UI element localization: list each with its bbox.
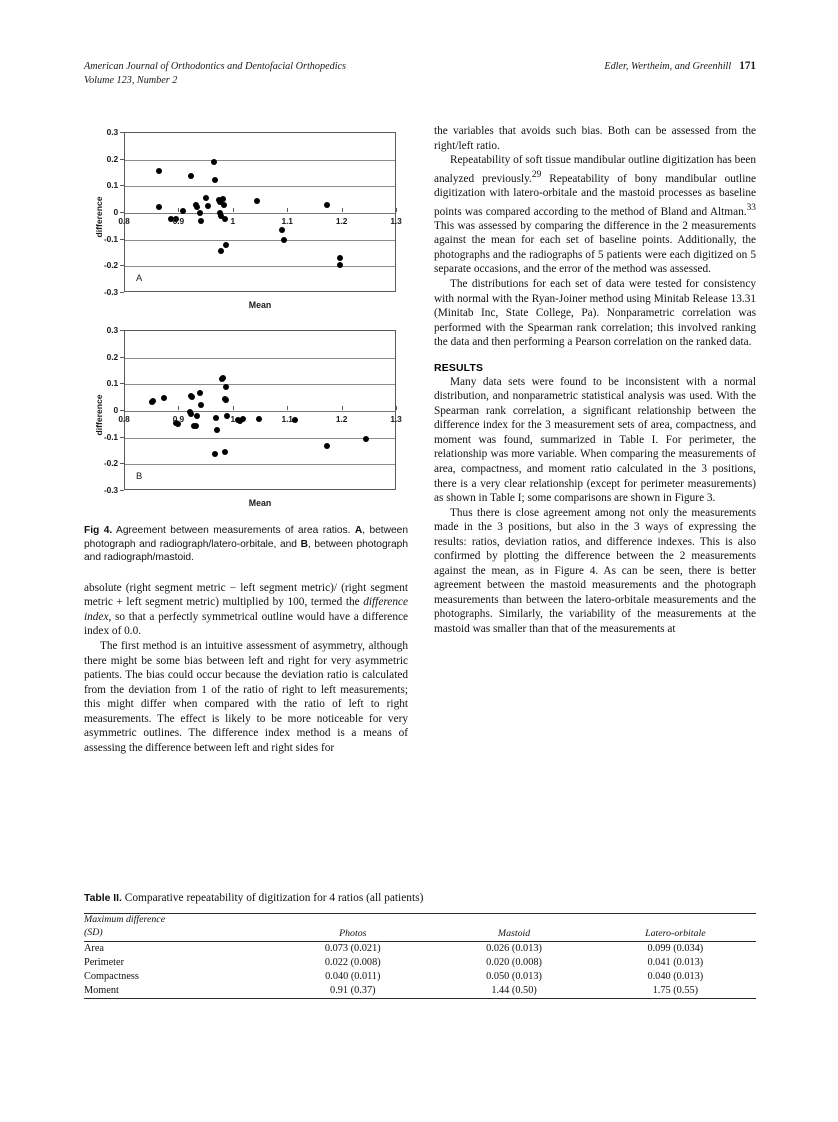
table-title — [84, 892, 756, 904]
data-point — [211, 159, 217, 165]
data-point — [363, 436, 369, 442]
data-point — [337, 255, 343, 261]
data-point — [212, 177, 218, 183]
y-axis-tick-mark — [120, 292, 124, 293]
figure-caption-a: A — [354, 525, 363, 536]
data-point — [279, 227, 285, 233]
gridline — [125, 358, 395, 359]
table-2-block — [84, 892, 756, 999]
table-cell-value: 0.040 (0.011) — [325, 970, 381, 982]
table-header — [84, 914, 756, 942]
figure-4 — [84, 124, 408, 755]
data-point — [198, 218, 204, 224]
data-point — [240, 416, 246, 422]
comparative-repeatability-table — [84, 913, 756, 999]
figure-caption-text: Agreement between measurements of area ratios. — [112, 525, 355, 536]
paragraph: The distributions for each set of data were tested for consistency with normal with the Ryan-Joiner method using Minitab Release 13.31 (Minitab Inc, State College, Pa). Nonparametric correlation was performed with the Spearman rank correlation; this involved ranking the data and then performing a Pearson correlation on the ranked data. — [434, 278, 756, 349]
x-axis-tick-label: 1.2 — [335, 414, 348, 424]
x-axis-tick-mark — [178, 208, 179, 212]
left-column-body — [84, 581, 408, 756]
data-point — [222, 216, 228, 222]
data-point — [203, 195, 209, 201]
x-axis-label-a: Mean — [248, 300, 272, 310]
figure-caption-b: B — [300, 538, 308, 550]
plot-area-a — [124, 132, 396, 292]
column-header-mastoid: Mastoid — [433, 914, 594, 942]
data-point — [161, 395, 167, 401]
table-title-text: Comparative repeatability of digitization for 4 ratios (all patients) — [121, 892, 424, 904]
x-axis-tick-mark — [287, 208, 288, 212]
data-point — [194, 413, 200, 419]
data-point — [254, 198, 260, 204]
x-axis-tick-mark — [342, 406, 343, 410]
data-point — [188, 411, 194, 417]
x-axis-tick-mark — [178, 406, 179, 410]
data-point — [256, 416, 262, 422]
journal-name: American Journal of Orthodontics and Dentofacial Orthopedics — [84, 61, 347, 72]
x-axis-tick-mark — [233, 406, 234, 410]
x-axis-tick-label: 0.8 — [118, 414, 130, 424]
y-axis-tick-label: 0.3 — [106, 127, 118, 137]
x-axis-tick-mark — [396, 208, 397, 212]
data-point — [281, 237, 287, 243]
y-axis-tick-label: 0.2 — [106, 351, 118, 362]
x-axis-tick-label: 1.1 — [281, 414, 293, 424]
column-header-metric: Maximum difference (SD) — [84, 914, 272, 942]
x-axis-tick-label: 1.2 — [335, 216, 348, 226]
data-point — [223, 242, 229, 248]
x-axis-tick-mark — [124, 208, 125, 212]
paragraph: The first method is an intuitive assessment of asymmetry, although there might be some bias between left and right for very asymmetric patients. The bias could occur because the deviation ratio is calculated from the deviation from 1 of the ratio of right to left measurements; this might differ when compared with the ratio of left to right measurements. The effect is likely to be more noticeable for very asymmetric outlines. The difference index method is a means of assessing the difference between left and right sides for — [84, 639, 408, 754]
section-heading-results: RESULTS — [434, 362, 484, 374]
table-cell-value: 0.040 (0.013) — [647, 970, 704, 982]
table-cell-value: 0.020 (0.008) — [486, 956, 542, 968]
data-point — [224, 413, 230, 419]
y-axis-tick-label: 0 — [113, 207, 118, 217]
table-body — [84, 942, 756, 1000]
column-header-photos: Photos — [272, 914, 433, 942]
data-point — [150, 398, 156, 404]
data-point — [223, 384, 229, 390]
y-axis-tick-mark — [120, 437, 124, 438]
table-cell-value: 1.75 (0.55) — [652, 984, 699, 996]
table-cell-value: 1.44 (0.50) — [491, 984, 537, 996]
panel-letter-a: A — [136, 272, 143, 283]
plot-area-b — [124, 330, 396, 490]
y-axis-tick-mark — [120, 410, 124, 411]
journal-volume: Volume 123, Number 2 — [84, 74, 178, 86]
data-point — [214, 427, 220, 433]
y-axis-label-b: difference — [94, 394, 104, 436]
data-point — [324, 443, 330, 449]
table-bottom-rule — [84, 999, 756, 1000]
table-cell-value: 0.022 (0.008) — [324, 956, 381, 968]
y-axis-tick-mark — [120, 463, 124, 464]
paragraph: Many data sets were found to be inconsistent with a normal distribution, and nonparametric statistical analysis was used. With the Spearman rank correlation, a significant relationship between the difference index for the 3 measurement sets of area, compactness, and moment was found, summarized in Table I. For perimeter, the relationship was more variable. When comparing the measurements of area, compactness, and moment ratio calculated in the 3 positions, there is a very clear relationship (except for perimeter measurements) as shown in Table I; some comparisons are shown in Figure 3. — [434, 375, 756, 505]
data-point — [156, 204, 162, 210]
journal-citation — [84, 60, 346, 87]
table-cell-value: 0.91 (0.37) — [330, 984, 376, 996]
table-cell-value: 0.041 (0.013) — [647, 956, 704, 968]
table-row — [84, 984, 756, 999]
y-axis-tick-label: -0.1 — [103, 431, 118, 442]
gridline — [125, 240, 395, 241]
table-cell-value: 0.099 (0.034) — [595, 942, 756, 957]
x-axis-tick-label: 1 — [230, 216, 236, 226]
table-cell-value: 0.073 (0.021) — [272, 942, 433, 957]
data-point — [205, 203, 211, 209]
running-head — [84, 60, 756, 87]
data-point — [212, 451, 218, 457]
table-label: Table II. — [84, 893, 122, 904]
data-point — [218, 248, 224, 254]
paragraph: Repeatability of soft tissue mandibular outline digitization has been analyzed previously.$^{29}$ Repeatability of bony mandibular outline digitization with latero-orbitale and the mastoid processes as baseline points was compared according to the method of Bland and Altman.$^{33}$ This was assessed by comparing the difference in the 2 measurements against the mean for each set of baseline points. Additionally, the photographs and the radiographs of 5 patients were each digitized on 5 separate occasions, and the error of the method was assessed. — [434, 154, 756, 276]
y-axis-tick-mark — [120, 383, 124, 384]
data-point — [193, 423, 199, 429]
gridline — [125, 186, 395, 187]
figure-caption-label: Fig 4. — [84, 525, 113, 536]
table-header-row — [84, 914, 756, 942]
data-point — [197, 210, 203, 216]
y-axis-tick-mark — [120, 132, 124, 133]
y-axis-tick-label: 0.1 — [106, 378, 118, 389]
data-point — [221, 202, 227, 208]
scatter-chart-panel-a — [84, 124, 408, 320]
figure-caption — [84, 524, 408, 565]
x-axis-tick-label: 0.9 — [172, 216, 185, 226]
y-axis-tick-mark — [120, 159, 124, 160]
data-point — [324, 202, 330, 208]
data-point — [220, 375, 226, 381]
x-axis-tick-label: 1.1 — [281, 216, 293, 226]
y-axis-tick-mark — [120, 265, 124, 266]
table-cell-metric: Area — [84, 942, 272, 957]
right-column-body — [434, 124, 756, 637]
table-row — [84, 942, 756, 957]
y-axis-tick-label: -0.2 — [103, 458, 118, 469]
page-number: 171 — [739, 60, 756, 72]
gridline — [125, 160, 395, 161]
table-cell-metric: Compactness — [84, 970, 139, 982]
paragraph: the variables that avoids such bias. Both can be assessed from the right/left ratio. — [434, 125, 756, 152]
x-axis-tick-label: 1.3 — [390, 216, 402, 226]
data-point — [222, 449, 228, 455]
y-axis-tick-mark — [120, 185, 124, 186]
table-row — [84, 956, 756, 970]
gridline — [125, 213, 395, 214]
table-rule-segment — [272, 999, 433, 1000]
x-axis-tick-label: 0.9 — [172, 414, 185, 424]
data-point — [156, 168, 162, 174]
gridline — [125, 384, 395, 385]
y-axis-tick-label: -0.3 — [103, 485, 118, 495]
paragraph: absolute (right segment metric − left segment metric)/ (right segment metric + left segment metric) multiplied by 100, termed the difference index, so that a perfectly symmetrical outline would have a difference index of 0.0. — [84, 581, 408, 638]
data-point — [188, 173, 194, 179]
x-axis-tick-label: 1.3 — [390, 414, 402, 424]
table-cell-value: 0.026 (0.013) — [433, 942, 594, 957]
scatter-chart-panel-b — [84, 322, 408, 518]
table-rule-segment — [433, 999, 594, 1000]
column-header-latero-orbitale: Latero-orbitale — [595, 914, 756, 942]
table-rule-segment — [595, 999, 756, 1000]
running-head-authors-block — [604, 60, 756, 74]
x-axis-tick-mark — [342, 208, 343, 212]
x-axis-tick-mark — [287, 406, 288, 410]
y-axis-tick-label: -0.2 — [103, 260, 118, 271]
panel-letter-b: B — [136, 470, 143, 481]
x-axis-tick-label: 1 — [230, 414, 236, 424]
table-rule-segment — [84, 999, 272, 1000]
gridline — [125, 411, 395, 412]
data-point — [223, 397, 229, 403]
x-axis-label-b: Mean — [248, 498, 272, 508]
y-axis-tick-mark — [120, 490, 124, 491]
data-point — [292, 417, 298, 423]
data-point — [198, 402, 204, 408]
author-names: Edler, Wertheim, and Greenhill — [604, 61, 732, 72]
gridline — [125, 266, 395, 267]
x-axis-tick-mark — [396, 406, 397, 410]
data-point — [337, 262, 343, 268]
x-axis-tick-mark — [124, 406, 125, 410]
y-axis-tick-mark — [120, 330, 124, 331]
y-axis-tick-label: 0.2 — [106, 153, 118, 164]
data-point — [189, 394, 195, 400]
gridline — [125, 438, 395, 439]
y-axis-tick-label: -0.1 — [103, 233, 118, 244]
table-cell-value: 0.050 (0.013) — [486, 970, 542, 982]
y-axis-tick-mark — [120, 357, 124, 358]
y-axis-tick-mark — [120, 212, 124, 213]
table-cell-metric: Moment — [84, 984, 119, 996]
paragraph: Thus there is close agreement among not only the measurements made in the 3 positions, but also in the 3 ways of expressing the results: ratios, deviation ratios, and difference indexes. This is also confirmed by plotting the difference between the 2 measurements against the mean, as in Figure 4. As can be seen, there is better agreement between the mastoid measurements and the photograph measurements than between the latero-orbitale measurements and the photographs. Similarly, the variability of the measurements at the mastoid was smaller than that of the measurements at — [434, 506, 756, 636]
y-axis-tick-mark — [120, 239, 124, 240]
table-cell-metric: Perimeter — [84, 956, 125, 968]
y-axis-label-a: difference — [94, 196, 104, 238]
data-point — [213, 415, 219, 421]
table-row — [84, 970, 756, 984]
x-axis-tick-label: 0.8 — [118, 216, 130, 226]
y-axis-tick-label: 0.3 — [106, 325, 118, 335]
y-axis-tick-label: -0.3 — [103, 287, 118, 297]
y-axis-tick-label: 0.1 — [106, 180, 118, 191]
x-axis-tick-mark — [233, 208, 234, 212]
data-point — [197, 390, 203, 396]
y-axis-tick-label: 0 — [113, 405, 118, 415]
figure-caption-end: , between photograph and radiograph/mastoid. — [84, 538, 408, 564]
gridline — [125, 464, 395, 465]
figure-caption-mid: , between photograph and radiograph/latero-orbitale, and — [84, 525, 408, 550]
